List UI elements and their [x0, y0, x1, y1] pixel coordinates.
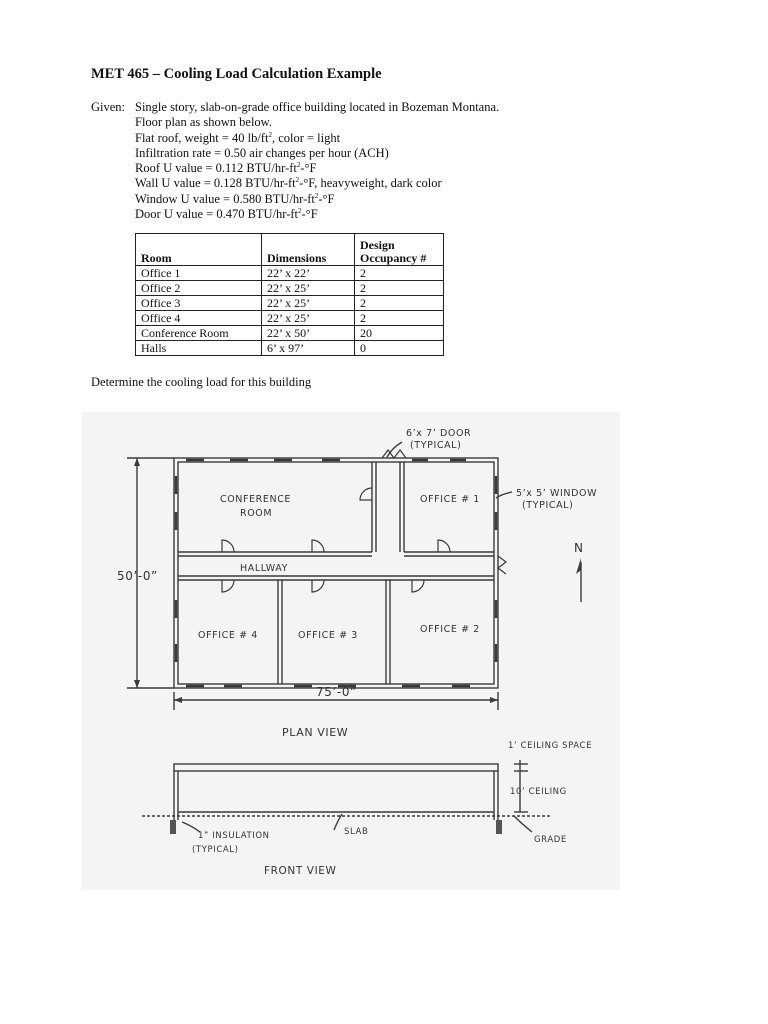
header-dimensions: Dimensions	[262, 234, 355, 266]
grade-label: GRADE	[534, 835, 567, 845]
building-sketch	[82, 412, 620, 890]
task-statement: Determine the cooling load for this building	[91, 375, 312, 389]
cell-room: Office 1	[136, 266, 262, 281]
page-title: MET 465 – Cooling Load Calculation Example	[91, 66, 382, 82]
conference-room-label: ROOM	[240, 508, 273, 519]
cell-occupancy: 2	[355, 296, 444, 311]
window-note-typical: (TYPICAL)	[522, 500, 574, 511]
door-note-typical: (TYPICAL)	[410, 440, 462, 451]
table-header-row	[136, 234, 444, 266]
cell-occupancy: 20	[355, 326, 444, 341]
ceiling-space-label: 1’ CEILING SPACE	[508, 741, 593, 751]
table-row	[136, 296, 444, 311]
given-line-roof: Flat roof, weight = 40 $lb/ft^2$, color = light	[135, 130, 341, 145]
window-note-label: 5’x 5’ WINDOW	[516, 488, 598, 499]
ceiling-label: 10’ CEILING	[510, 787, 567, 797]
insulation-typical: (TYPICAL)	[192, 845, 239, 855]
cell-room: Office 4	[136, 311, 262, 326]
table-row	[136, 281, 444, 296]
given-line-window-u: Window U value = 0.580 BTU/$hr-ft^2-^\circ F$	[135, 191, 335, 206]
cell-dimensions: 22’ x 50’	[262, 326, 355, 341]
given-line-infiltration: Infiltration rate = 0.50 air changes per hour (ACH)	[135, 145, 389, 160]
cell-room: Halls	[136, 341, 262, 356]
width-dimension: 75’-0”	[316, 685, 357, 699]
plan-view-label: PLAN VIEW	[282, 726, 349, 739]
hallway-label: HALLWAY	[240, 563, 288, 574]
cell-room: Office 3	[136, 296, 262, 311]
given-list	[135, 100, 499, 222]
table-row	[136, 326, 444, 341]
cell-occupancy: 0	[355, 341, 444, 356]
office4-label: OFFICE # 4	[198, 630, 258, 641]
table-row	[136, 341, 444, 356]
cell-room: Office 2	[136, 281, 262, 296]
cell-dimensions: 22’ x 25’	[262, 296, 355, 311]
table-row	[136, 311, 444, 326]
cell-occupancy: 2	[355, 311, 444, 326]
room-table	[135, 233, 444, 356]
office3-label: OFFICE # 3	[298, 630, 358, 641]
cell-dimensions: 22’ x 25’	[262, 281, 355, 296]
exterior-wall-outer	[174, 458, 498, 688]
north-label: N	[574, 541, 584, 555]
header-occupancy: Design Occupancy #	[355, 234, 444, 266]
door-note-label: 6’x 7’ DOOR	[406, 428, 472, 439]
cell-dimensions: 6’ x 97’	[262, 341, 355, 356]
cell-dimensions: 22’ x 25’	[262, 311, 355, 326]
cell-dimensions: 22’ x 22’	[262, 266, 355, 281]
cell-room: Conference Room	[136, 326, 262, 341]
building-drawing	[82, 412, 620, 890]
north-arrow-icon	[576, 558, 581, 574]
height-dimension: 50’-0”	[117, 569, 158, 583]
slab-label: SLAB	[344, 827, 369, 837]
office1-label: OFFICE # 1	[420, 494, 480, 505]
given-line-floorplan: Floor plan as shown below.	[135, 115, 273, 130]
given-label: Given:	[91, 100, 126, 114]
given-line-wall-u: Wall U value = 0.128 BTU/$hr-ft^2-^\circ F$, heavyweight, dark color	[135, 176, 442, 191]
front-view-label: FRONT VIEW	[264, 865, 337, 877]
conference-label: CONFERENCE	[220, 494, 292, 505]
given-line-roof-u: Roof U value = 0.112 BTU/$hr-ft^2-^\circ F$	[135, 161, 317, 176]
cell-occupancy: 2	[355, 281, 444, 296]
office2-label: OFFICE # 2	[420, 624, 480, 635]
given-line-location: Single story, slab-on-grade office building located in Bozeman Montana.	[135, 100, 500, 114]
cell-occupancy: 2	[355, 266, 444, 281]
header-room: Room	[136, 234, 262, 266]
given-line-door-u: Door U value = 0.470 BTU/$hr-ft^2-^\circ F$	[135, 207, 318, 222]
insulation-label: 1” INSULATION	[198, 831, 270, 841]
table-row	[136, 266, 444, 281]
